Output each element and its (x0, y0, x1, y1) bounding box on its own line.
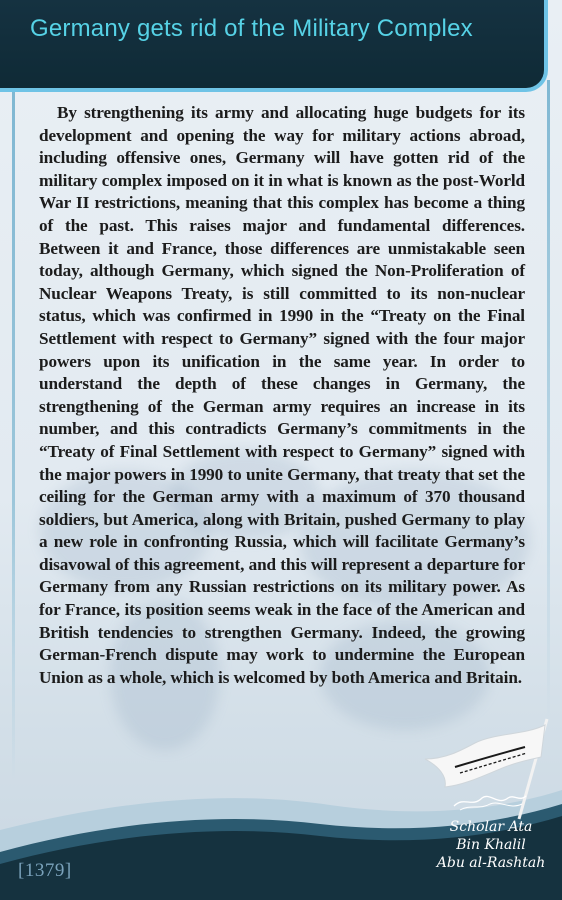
author-signature (426, 818, 556, 872)
author-line-1: Scholar Ata (449, 819, 533, 835)
title-banner (0, 0, 548, 92)
article-body: By strengthening its army and allocating huge budgets for its development and opening the way for military actions abroad, including offensive ones, Germany will have gotten rid of the military complex imposed on it in what is known as the post-World War II restrictions, meaning that this complex has become a thing of the past. This raises major and fundamental differences. Between it and France, those differences are unmistakable seen today, although Germany, which signed the Non-Proliferation of Nuclear Weapons Treaty, is still committed to its non-nuclear status, which was confirmed in 1990 in the “Treaty on the Final Settlement with respect to Germany” signed with the four major powers upon its unification in the same year. In order to understand the depth of these changes in Germany, the strengthening of the German army requires an increase in its number, and this contradicts Germany’s commitments in the “Treaty of Final Settlement with respect to Germany” signed with the major powers in 1990 to unite Germany, that treaty that set the ceiling for the German army with a maximum of 370 thousand soldiers, but America, along with Britain, pushed Germany to play a new role in confronting Russia, which will facilitate Germany’s disavowal of this agreement, and this will represent a departure for Germany from any Russian restrictions on its military power. As for France, its position seems weak in the face of the American and British tendencies to strengthen Germany. Indeed, the growing German-French dispute may work to undermine the European Union as a whole, which is welcomed by both America and Britain. (39, 103, 525, 687)
author-line-3: Abu al-Rashtah (436, 855, 546, 871)
left-accent-rule (12, 80, 15, 780)
page-number: [1379] (18, 860, 72, 881)
page-title: Germany gets rid of the Military Complex (30, 15, 473, 42)
right-accent-rule (547, 80, 550, 720)
author-line-2: Bin Khalil (456, 837, 526, 853)
calligraphy-emblem (450, 790, 530, 812)
